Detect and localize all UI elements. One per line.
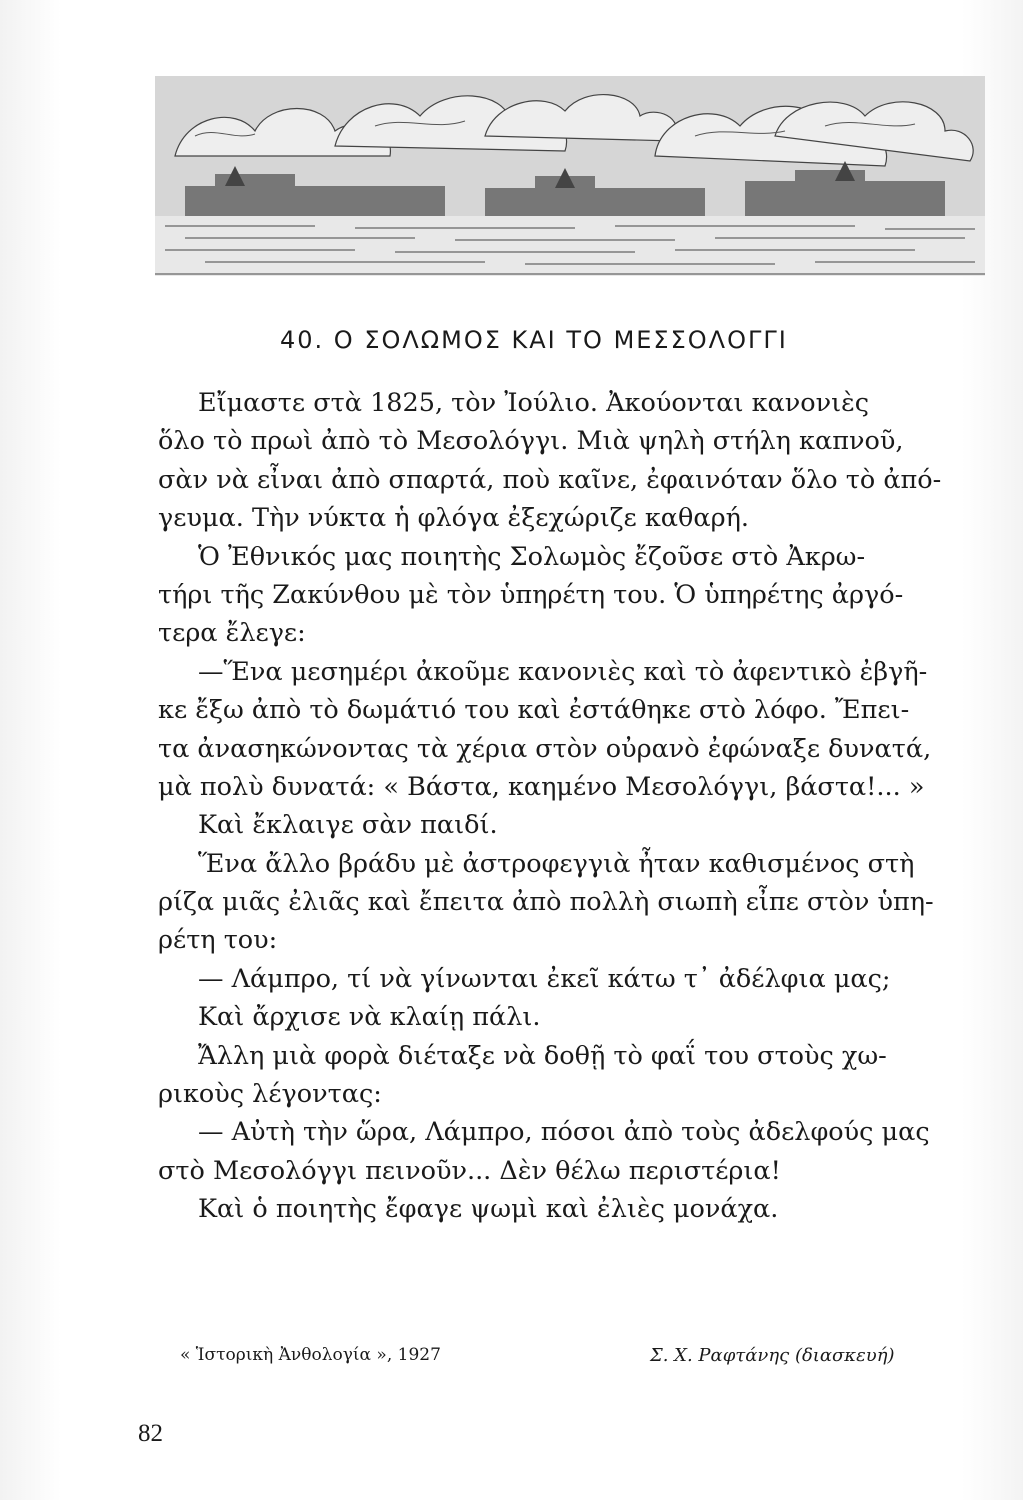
- story-text: [158, 384, 988, 1229]
- text-line: Καὶ ὁ ποιητὴς ἔφαγε ψωμὶ καὶ ἐλιὲς μονάχα.: [198, 1194, 779, 1225]
- text-line: ρικοὺς λέγοντας:: [158, 1079, 382, 1110]
- text-line: γευμα. Τὴν νύκτα ἡ φλόγα ἐξεχώριζε καθαρή.: [158, 503, 749, 534]
- text-line: κε ἔξω ἀπὸ τὸ δωμάτιό του καὶ ἐστάθηκε στὸ λόφο. Ἔπει-: [158, 695, 910, 726]
- text-line: ὅλο τὸ πρωὶ ἀπὸ τὸ Μεσολόγγι. Μιὰ ψηλὴ στήλη καπνοῦ,: [158, 426, 904, 457]
- text-line: Ἕνα ἄλλο βράδυ μὲ ἀστροφεγγιὰ ἦταν καθισμένος στὴ: [198, 848, 915, 879]
- text-line: Καὶ ἔκλαιγε σὰν παιδί.: [198, 810, 498, 841]
- text-line: τα ἀνασηκώνοντας τὰ χέρια στὸν οὐρανὸ ἐφώναξε δυνατά,: [158, 733, 932, 764]
- source-citation: « Ἱστορικὴ Ἀνθολογία », 1927: [180, 1345, 441, 1365]
- text-line: —Ἕνα μεσημέρι ἀκοῦμε κανονιὲς καὶ τὸ ἀφεντικὸ ἐβγῆ-: [198, 656, 928, 687]
- text-line: τερα ἔλεγε:: [158, 618, 306, 649]
- text-line: μὰ πολὺ δυνατά: « Βάστα, καημένο Μεσολόγγι, βάστα!... »: [158, 771, 925, 802]
- text-line: Καὶ ἄρχισε νὰ κλαίῃ πάλι.: [198, 1002, 541, 1033]
- text-line: — Αὐτὴ τὴν ὥρα, Λάμπρο, πόσοι ἀπὸ τοὺς ἀδελφούς μας: [198, 1117, 930, 1148]
- text-line: σὰν νὰ εἶναι ἀπὸ σπαρτά, ποὺ καῖνε, ἐφαινόταν ὅλο τὸ ἀπό-: [158, 464, 942, 495]
- text-line: στὸ Μεσολόγγι πεινοῦν... Δὲν θέλω περιστέρια!: [158, 1155, 781, 1186]
- author-credit: Σ. Χ. Ραφτάνης (διασκευή): [650, 1345, 895, 1366]
- text-line: Ὁ Ἐθνικός μας ποιητὴς Σολωμὸς ἔζοῦσε στὸ Ἀκρω-: [198, 541, 866, 572]
- page-number: 82: [138, 1420, 163, 1447]
- text-line: Ἄλλη μιὰ φορὰ διέταξε νὰ δοθῇ τὸ φαΐ του στοὺς χω-: [198, 1040, 887, 1071]
- text-line: Εἴμαστε στὰ 1825, τὸν Ἰούλιο. Ἀκούονται κανονιὲς: [198, 388, 870, 418]
- text-line: τήρι τῆς Ζακύνθου μὲ τὸν ὑπηρέτη του. Ὁ ὑπηρέτης ἀργό-: [158, 579, 904, 610]
- text-line: ρίζα μιᾶς ἐλιᾶς καὶ ἔπειτα ἀπὸ πολλὴ σιωπὴ εἶπε στὸν ὑπη-: [158, 887, 934, 918]
- burning-town-illustration: [155, 76, 985, 276]
- text-line: — Λάμπρο, τί νὰ γίνωνται ἐκεῖ κάτω τ᾽ ἀδέλφια μας;: [198, 963, 891, 994]
- chapter-title: 40. Ο ΣΟΛΩΜΟΣ ΚΑΙ ΤΟ ΜΕΣΣΟΛΟΓΓΙ: [280, 326, 788, 354]
- text-line: ρέτη του:: [158, 925, 278, 956]
